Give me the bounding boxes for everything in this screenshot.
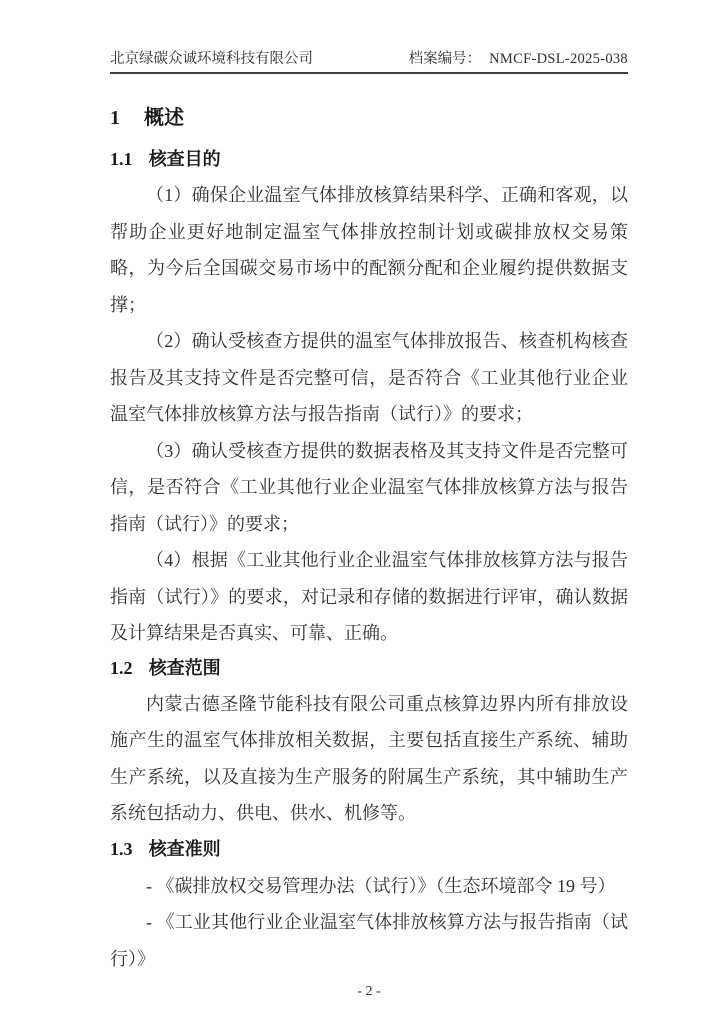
section-number: 1.2 — [110, 657, 133, 678]
section-number: 1.1 — [110, 149, 133, 169]
header-file-number — [409, 50, 628, 68]
chapter-heading — [110, 107, 628, 129]
purpose-paragraph-2: （2）确认受核查方提供的温室气体排放报告、核查机构核查报告及其支持文件是否完整可信，是否符合《工业其他行业企业温室气体排放核算方法与报告指南（试行）》的要求； — [110, 331, 628, 424]
section-title: 核查准则 — [148, 838, 221, 859]
section-number: 1.3 — [110, 838, 133, 859]
chapter-number: 1 — [110, 107, 120, 129]
section-heading-purpose — [110, 149, 628, 169]
chapter-title: 概述 — [144, 107, 184, 129]
section-title: 核查目的 — [148, 149, 221, 169]
criteria-item-2: - 《工业其他行业企业温室气体排放核算方法与报告指南（试行）》 — [110, 912, 628, 969]
section-title: 核查范围 — [148, 657, 221, 678]
scope-paragraph-1: 内蒙古德圣隆节能科技有限公司重点核算边界内所有排放设施产生的温室气体排放相关数据，主要包括直接生产系统、辅助生产系统，以及直接为生产服务的附属生产系统，其中辅助生产系统包括动力、供电、供水、机修等。 — [110, 693, 628, 823]
page-number: - 2 - — [357, 984, 381, 999]
section-heading-criteria — [110, 839, 628, 859]
page-header — [110, 50, 628, 74]
file-number-value: NMCF-DSL-2025-038 — [489, 51, 628, 67]
criteria-item-1: - 《碳排放权交易管理办法（试行）》（生态环境部令 19 号） — [146, 875, 616, 896]
section-heading-scope — [110, 658, 628, 678]
file-number-label: 档案编号： — [408, 51, 482, 67]
purpose-paragraph-4: （4）根据《工业其他行业企业温室气体排放核算方法与报告指南（试行）》的要求，对记录和存储的数据进行评审，确认数据及计算结果是否真实、可靠、正确。 — [110, 550, 628, 643]
header-company-name: 北京绿碳众诚环境科技有限公司 — [110, 51, 313, 67]
purpose-paragraph-1: （1）确保企业温室气体排放核算结果科学、正确和客观，以帮助企业更好地制定温室气体排放控制计划或碳排放权交易策略，为今后全国碳交易市场中的配额分配和企业履约提供数据支撑； — [110, 185, 628, 315]
purpose-paragraph-3: （3）确认受核查方提供的数据表格及其支持文件是否完整可信，是否符合《工业其他行业企业温室气体排放核算方法与报告指南（试行）》的要求； — [110, 440, 628, 534]
